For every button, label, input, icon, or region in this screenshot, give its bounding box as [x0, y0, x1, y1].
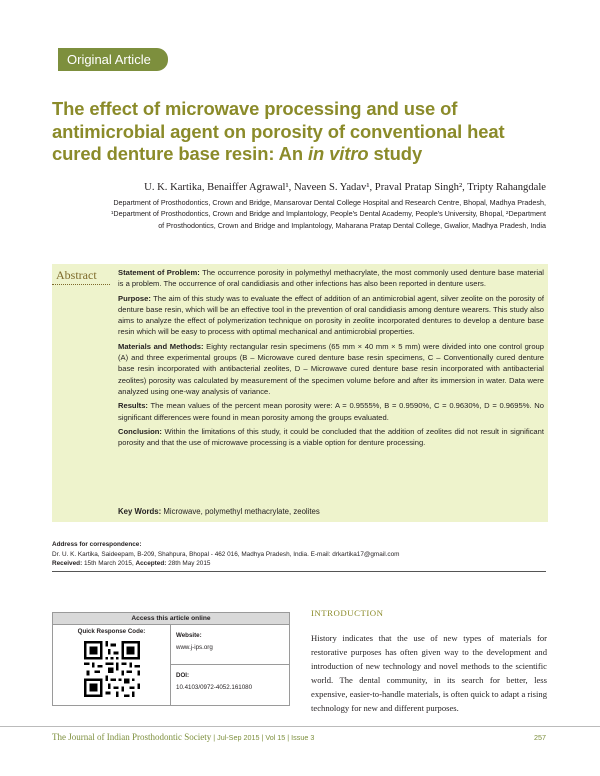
issue-info: | Jul-Sep 2015 | Vol 15 | Issue 3: [211, 733, 315, 742]
correspondence-address: Dr. U. K. Kartika, Saideepam, B-209, Shahpura, Bhopal - 462 016, Madhya Pradesh, India. E-mail: drkartika17@gmail.com: [52, 550, 400, 558]
affiliation-line: ¹Department of Prosthodontics, Crown and Bridge and Implantology, People's Dental Academy, People's University, Bhopal, ²Department: [110, 209, 546, 219]
introduction-text: History indicates that the use of new types of materials for restorative purposes has often given way to the development and introduction of new technology and novel methods to the scientific world. The dental community, in its search for better, less expensive, easier-to-handle materials, is often quick to adapt a rising technology for new and different purposes.: [311, 633, 547, 714]
affiliation-line: Department of Prosthodontics, Crown and Bridge, Mansarovar Dental College Hospital and Research Centre, Bhopal, Madhya Pradesh,: [113, 198, 546, 207]
qr-cell: [53, 625, 171, 705]
received-accepted: Received: 15th March 2015, Accepted: 28th May 2015: [52, 560, 211, 568]
doi-link[interactable]: 10.4103/0972-4052.161080: [176, 684, 253, 691]
introduction-heading: INTRODUCTION: [311, 608, 384, 618]
abstract-purpose: Purpose: The aim of this study was to evaluate the effect of addition of an antimicrobial agent, silver zeolite on the porosity of denture base resin, which will be an effective tool in the prevention of oral candidiasis among denture wearers. This study also aims to analyze the effect of polymerization technique on porosity in zeolite incorporated dentures to develop a denture base resin which will be easy to process with optimal mechanical and antimicrobial properties.: [118, 293, 544, 337]
page-number: 257: [534, 733, 546, 742]
website-label: Website:: [176, 632, 202, 639]
affiliations: [52, 197, 546, 231]
abstract-results: Results: The mean values of the percent mean porosity were: A = 0.9555%, B = 0.9590%, C = 0.9630%, D = 0.9695%. No significant differences were found in mean porosity among the groups evaluated.: [118, 401, 544, 422]
doi-label: DOI:: [176, 672, 190, 679]
abstract-label: Abstract: [52, 268, 110, 285]
access-info: [171, 625, 289, 705]
doi-cell: [171, 665, 289, 705]
affiliation-line: of Prosthodontics, Crown and Bridge and Implantology, Maharana Pratap Dental College, Gwalior, Madhya Pradesh, India: [158, 220, 546, 230]
keywords: Key Words: Microwave, polymethyl methacrylate, zeolites: [118, 507, 320, 516]
abstract-methods: Materials and Methods: Eighty rectangular resin specimens (65 mm × 40 mm × 5 mm) were divided into one control group (A) and three experimental groups (B – Microwave cured denture base resin specimens, C – Conventionally cured denture base resin incorporated with antibacterial zeolites, D – Microwave cured denture base resin incorporated with antibacterial zeolites) porosity was calculated by measurement of the specimen volume before and after its immersion in water. Data were analyzed using one-way analysis of variance.: [118, 341, 545, 396]
correspondence-block: [52, 540, 546, 572]
website-link[interactable]: www.j-ips.org: [176, 644, 213, 651]
article-title: The effect of microwave processing and use of antimicrobial agent on porosity of conventional heat cured denture base resin: An in vitro study: [52, 98, 505, 164]
abstract-conclusion: Conclusion: Within the limitations of this study, it could be concluded that the addition of zeolites did not result in significant porosity and that the use of microwave processing is a viable option for denture processing.: [118, 426, 544, 448]
abstract-text: [118, 267, 544, 451]
article-type-badge: Original Article: [58, 48, 168, 71]
website-cell: [171, 625, 289, 665]
access-online-box: [52, 612, 290, 706]
access-header: Access this article online: [53, 613, 289, 625]
page-footer: [52, 732, 546, 742]
author-list: U. K. Kartika, Benaiffer Agrawal¹, Naveen S. Yadav¹, Praval Pratap Singh², Tripty Rahangdale: [144, 182, 546, 193]
journal-name: The Journal of Indian Prosthodontic Society: [52, 732, 212, 742]
qr-label: Quick Response Code:: [77, 628, 146, 635]
correspondence-heading: Address for correspondence:: [52, 541, 142, 548]
abstract-box: [52, 264, 548, 522]
footer-divider: [0, 726, 600, 727]
abstract-statement: Statement of Problem: The occurrence porosity in polymethyl methacrylate, the most commonly used denture base material is a problem. The occurrence of oral candidiasis and other infections has also been reported in denture users.: [118, 268, 544, 289]
qr-code-icon[interactable]: [84, 641, 140, 697]
